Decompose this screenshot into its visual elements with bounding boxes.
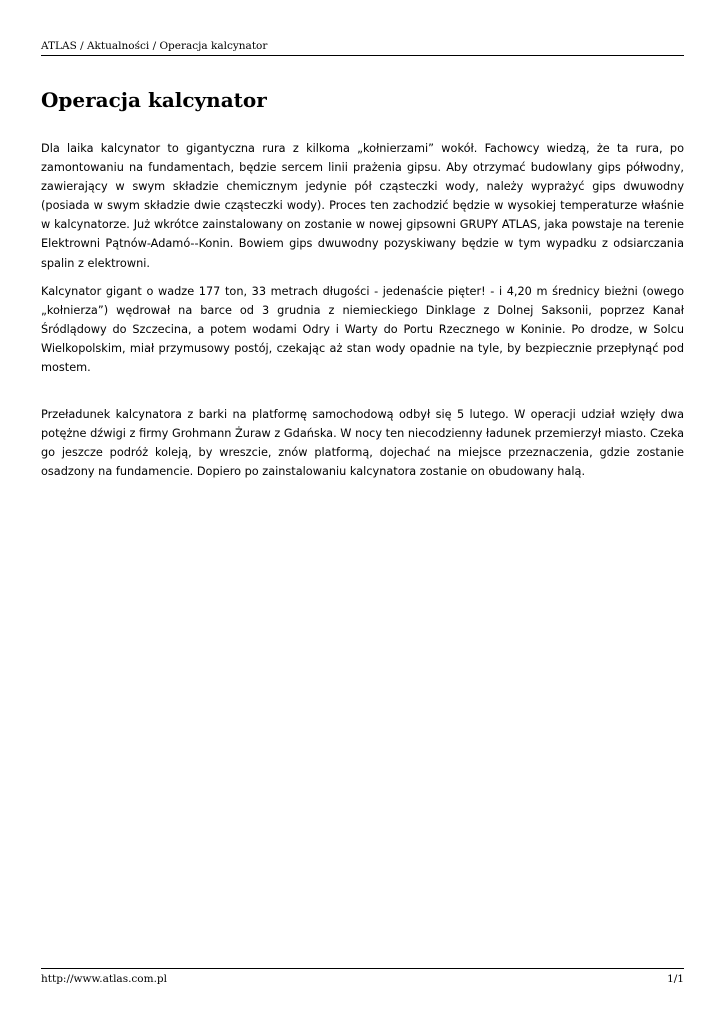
page-footer [41,968,684,989]
article-paragraph: Kalcynator gigant o wadze 177 ton, 33 metrach długości - jedenaście pięter! - i 4,20 m średnicy bieżni (owego „kołnierza”) wędrował na barce od 3 grudnia z niemieckiego Dinklage z Dolnej Saksonii, poprzez Kanał Śródlądowy do Szczecina, a potem wodami Odry i Warty do Portu Rzecznego w Koninie. Po drodze, w Solcu Wielkopolskim, miał przymusowy postój, czekając aż stan wody opadnie na tyle, by bezpiecznie przepłynąć pod mostem. [41,284,684,375]
page-title: Operacja kalcynator [41,88,267,112]
page-header [41,39,684,56]
article-paragraph: Przeładunek kalcynatora z barki na platformę samochodową odbył się 5 lutego. W operacji udział wzięły dwa potężne dźwigi z firmy Grohmann Żuraw z Gdańska. W nocy ten niecodzienny ładunek przemierzył miasto. Czeka go jeszcze podróż koleją, by wreszcie, znów platformą, dojechać na miejsce przeznaczenia, gdzie zostanie osadzony na fundamencie. Dopiero po zainstalowaniu kalcynatora zostanie on obudowany halą. [41,408,684,479]
page-number: 1/1 [667,973,684,985]
breadcrumb: ATLAS / Aktualności / Operacja kalcynator [41,40,268,52]
article-paragraph: Dla laika kalcynator to gigantyczna rura z kilkoma „kołnierzami” wokół. Fachowcy wiedzą, że ta rura, po zamontowaniu na fundamentach, będzie sercem linii prażenia gipsu. Aby otrzymać budowlany gips półwodny, zawierający w swym składzie chemicznym jedynie pół cząsteczki wody, należy wyprażyć gips dwuwodny (posiada w swym składzie dwie cząsteczki wody). Proces ten zachodzić będzie w wysokiej temperaturze właśnie w kalcynatorze. Już wkrótce zainstalowany on zostanie w nowej gipsowni GRUPY ATLAS, jaka powstaje na terenie Elektrowni Pątnów-Adamó--Konin. Bowiem gips dwuwodny pozyskiwany będzie w tym wypadku z odsiarczania spalin z elektrowni. [41,142,684,270]
article-body [41,139,684,482]
footer-url: http://www.atlas.com.pl [41,973,167,985]
